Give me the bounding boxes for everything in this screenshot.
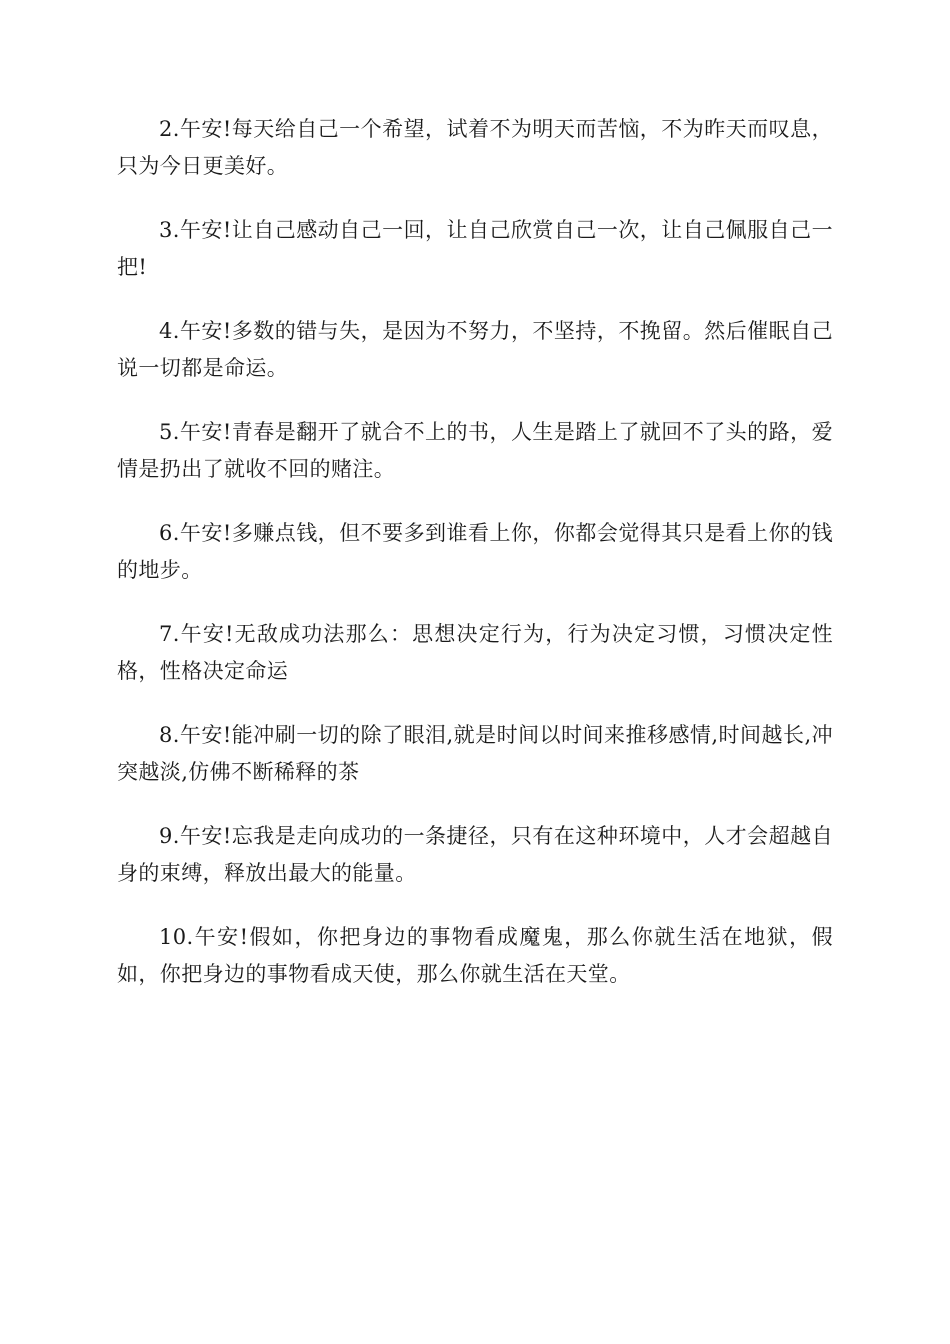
paragraph-5: 5.午安!青春是翻开了就合不上的书，人生是踏上了就回不了头的路，爱情是扔出了就收不回的赌注。 <box>117 420 833 481</box>
paragraph-3: 3.午安!让自己感动自己一回，让自己欣赏自己一次，让自己佩服自己一把! <box>117 218 833 279</box>
paragraph-2: 2.午安!每天给自己一个希望，试着不为明天而苦恼，不为昨天而叹息，只为今日更美好。 <box>117 117 833 178</box>
paragraph-7: 7.午安!无敌成功法那么：思想决定行为，行为决定习惯，习惯决定性格，性格决定命运 <box>117 622 833 683</box>
paragraph-9: 9.午安!忘我是走向成功的一条捷径，只有在这种环境中，人才会超越自身的束缚，释放出最大的能量。 <box>117 824 833 885</box>
paragraph-10: 10.午安!假如，你把身边的事物看成魔鬼，那么你就生活在地狱，假如，你把身边的事物看成天使，那么你就生活在天堂。 <box>117 925 833 986</box>
paragraph-8: 8.午安!能冲刷一切的除了眼泪,就是时间以时间来推移感情,时间越长,冲突越淡,仿佛不断稀释的茶 <box>117 723 833 784</box>
paragraph-4: 4.午安!多数的错与失，是因为不努力，不坚持，不挽留。然后催眠自己说一切都是命运。 <box>117 319 833 380</box>
document-body <box>117 111 833 1020</box>
paragraph-6: 6.午安!多赚点钱，但不要多到谁看上你，你都会觉得其只是看上你的钱的地步。 <box>117 521 833 582</box>
